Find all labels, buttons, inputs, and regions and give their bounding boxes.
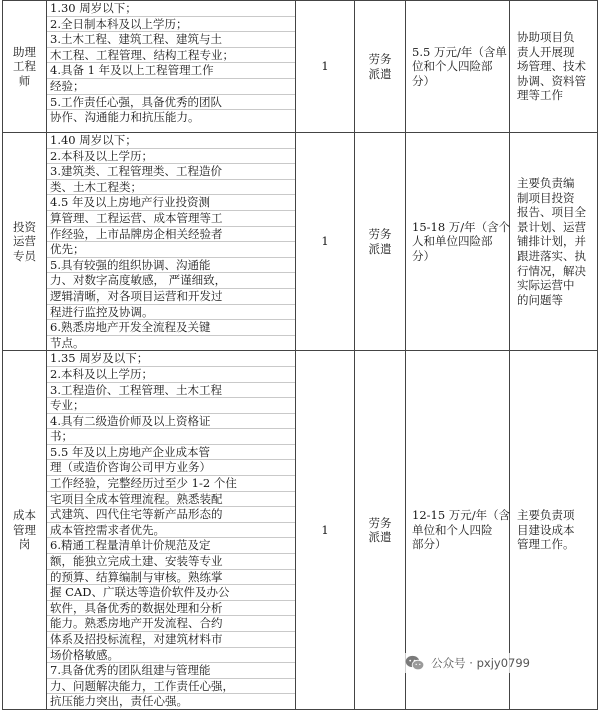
- employment-mode-line: 派遣: [368, 530, 392, 545]
- employment-mode-line: 劳务: [368, 227, 392, 242]
- job-duties-line: 主要负责编: [517, 175, 575, 190]
- requirements-line: 算管理、工程运营、成本管理等工: [47, 211, 295, 227]
- position-title-line: 工程: [13, 59, 36, 74]
- requirements-line: 4.具备 1 年及以上工程管理工作: [47, 63, 295, 79]
- requirements-line: 式建筑、四代住宅等新产品形态的: [47, 507, 295, 523]
- requirements-line: 7.具备优秀的团队组建与管理能: [47, 663, 295, 679]
- job-duties-line: 景计划、运营: [517, 219, 586, 234]
- requirements-line: 专业；: [47, 398, 295, 414]
- requirements-line: 优先；: [47, 242, 295, 258]
- job-duties: [510, 1, 598, 133]
- job-row: [3, 1, 598, 133]
- requirements-line: 工作经验，完整经历过至少 1-2 个住: [47, 476, 295, 492]
- requirements-line: 1.35 周岁及以下；: [47, 351, 295, 367]
- requirements-line: 2.全日制本科及以上学历；: [47, 17, 295, 33]
- position-title-line: 运营: [13, 234, 36, 249]
- requirements-line: 5.5 年及以上房地产企业成本管: [47, 445, 295, 461]
- job-duties-line: 理等工作: [517, 88, 563, 103]
- salary-line: 15-18 万/年（含个: [412, 219, 511, 234]
- requirements-line: 成本管控需求者优先。: [47, 523, 295, 539]
- job-duties-line: 铺排计划，并: [517, 234, 586, 249]
- salary-line: 5.5 万元/年（含单: [412, 44, 507, 59]
- requirements-line: 书；: [47, 429, 295, 445]
- job-duties-line: 报告、项目全: [517, 205, 586, 220]
- position-title-line: 助理: [13, 44, 36, 59]
- requirements-line: 软件，具备优秀的数据处理和分析: [47, 601, 295, 617]
- position-title-line: 成本: [13, 508, 36, 523]
- position-title: [3, 351, 47, 710]
- requirements-line: 4.具有二级造价师及以上资格证: [47, 414, 295, 430]
- employment-mode-line: 劳务: [368, 51, 392, 66]
- salary-line: 部分）: [412, 537, 447, 552]
- salary-line: 分）: [412, 73, 435, 88]
- employment-mode-line: 劳务: [368, 515, 392, 530]
- position-title-line: 管理: [13, 522, 36, 537]
- salary-line: 单位和个人四险: [412, 522, 493, 537]
- employment-mode: [355, 1, 406, 133]
- job-duties-line: 实际运营中: [517, 278, 575, 293]
- requirements-line: 的预算、结算编制与审核。熟练掌: [47, 570, 295, 586]
- job-table: [2, 0, 598, 710]
- requirements: [47, 351, 296, 710]
- position-title-line: 投资: [13, 219, 36, 234]
- requirements-line: 抗压能力突出，责任心强。: [50, 694, 188, 709]
- position-title-line: 岗: [18, 537, 31, 552]
- requirements-line: 节点。: [50, 335, 85, 350]
- requirements-line: 3.工程造价、工程管理、土木工程: [47, 383, 295, 399]
- position-title: [3, 1, 47, 133]
- requirements-line: 体系及招投标流程，对建筑材料市: [47, 632, 295, 648]
- wechat-icon: [405, 655, 425, 671]
- requirements-line: 4.5 年及以上房地产行业投资测: [47, 195, 295, 211]
- requirements-line: 木工程、工程管理、结构工程专业；: [47, 48, 295, 64]
- requirements-line: 6.精通工程量清单计价规范及定: [47, 538, 295, 554]
- requirements-line: 6.熟悉房地产开发全流程及关键: [47, 320, 295, 336]
- requirements-line: 2.本科及以上学历；: [47, 367, 295, 383]
- requirements-line: 协作、沟通能力和抗压能力。: [50, 110, 200, 125]
- salary-line: 位和个人四险部: [412, 59, 493, 74]
- job-duties-line: 协助项目负: [517, 30, 575, 45]
- watermark-text: 公众号 · pxjy0799: [431, 656, 530, 670]
- job-duties-line: 主要负责项: [517, 508, 575, 523]
- requirements-line: 3.土木工程、建筑工程、建筑与土: [47, 32, 295, 48]
- job-duties-line: 协调、资料管: [517, 73, 586, 88]
- requirements-line: 5.具有较强的组织协调、沟通能: [47, 258, 295, 274]
- requirements-line: 程进行监控及协调。: [47, 305, 295, 321]
- requirements-line: 作经验，上市品牌房企相关经验者: [47, 227, 295, 243]
- requirements-line: 类、土木工程类；: [47, 180, 295, 196]
- job-duties-line: 管理工作。: [517, 537, 575, 552]
- position-title-line: 师: [18, 73, 31, 88]
- position-title: [3, 133, 47, 351]
- employment-mode-line: 派遣: [368, 241, 392, 256]
- requirements-line: 力、对数字高度敏感， 严谨细致，: [47, 273, 295, 289]
- wechat-watermark: [401, 653, 534, 673]
- requirements-line: 2.本科及以上学历；: [47, 149, 295, 165]
- headcount: 1: [296, 1, 355, 133]
- requirements-line: 经验；: [47, 79, 295, 95]
- job-duties-line: 场管理、技术: [517, 59, 586, 74]
- salary-line: 人和单位四险部: [412, 234, 493, 249]
- job-duties-line: 目建设成本: [517, 522, 575, 537]
- requirements: [47, 1, 296, 133]
- headcount: 1: [296, 351, 355, 710]
- job-duties-line: 跟进落实、执: [517, 248, 586, 263]
- requirements-line: 力、问题解决能力，工作责任心强，: [47, 679, 295, 695]
- job-duties-line: 的问题等: [517, 292, 563, 307]
- requirements-line: 场价格敏感。: [47, 648, 295, 664]
- headcount: 1: [296, 133, 355, 351]
- requirements-line: 能力。熟悉房地产开发流程、合约: [47, 616, 295, 632]
- salary: [406, 133, 510, 351]
- job-duties-line: 责人开展现: [517, 44, 575, 59]
- position-title-line: 专员: [13, 248, 36, 263]
- requirements-line: 1.30 周岁以下；: [47, 1, 295, 17]
- job-row: [3, 133, 598, 351]
- requirements-line: 逻辑清晰，对各项目运营和开发过: [47, 289, 295, 305]
- requirements-line: 1.40 周岁以下；: [47, 133, 295, 149]
- requirements-line: 握 CAD、广联达等造价软件及办公: [47, 585, 295, 601]
- requirements: [47, 133, 296, 351]
- job-duties: [510, 133, 598, 351]
- salary-line: 分）: [412, 248, 435, 263]
- employment-mode-line: 派遣: [368, 66, 392, 81]
- job-table-body: [3, 1, 598, 710]
- requirements-line: 宅项目全成本管理流程。熟悉装配: [47, 492, 295, 508]
- requirements-line: 3.建筑类、工程管理类、工程造价: [47, 164, 295, 180]
- salary: [406, 1, 510, 133]
- salary-line: 12-15 万元/年（含: [412, 508, 511, 523]
- employment-mode: [355, 351, 406, 710]
- requirements-line: 额，能独立完成土建、安装等专业: [47, 554, 295, 570]
- employment-mode: [355, 133, 406, 351]
- requirements-line: 理（或造价咨询公司甲方业务）: [47, 460, 295, 476]
- requirements-line: 5.工作责任心强，具备优秀的团队: [47, 95, 295, 111]
- job-duties-line: 制项目投资: [517, 190, 575, 205]
- job-duties-line: 行情况，解决: [517, 263, 586, 278]
